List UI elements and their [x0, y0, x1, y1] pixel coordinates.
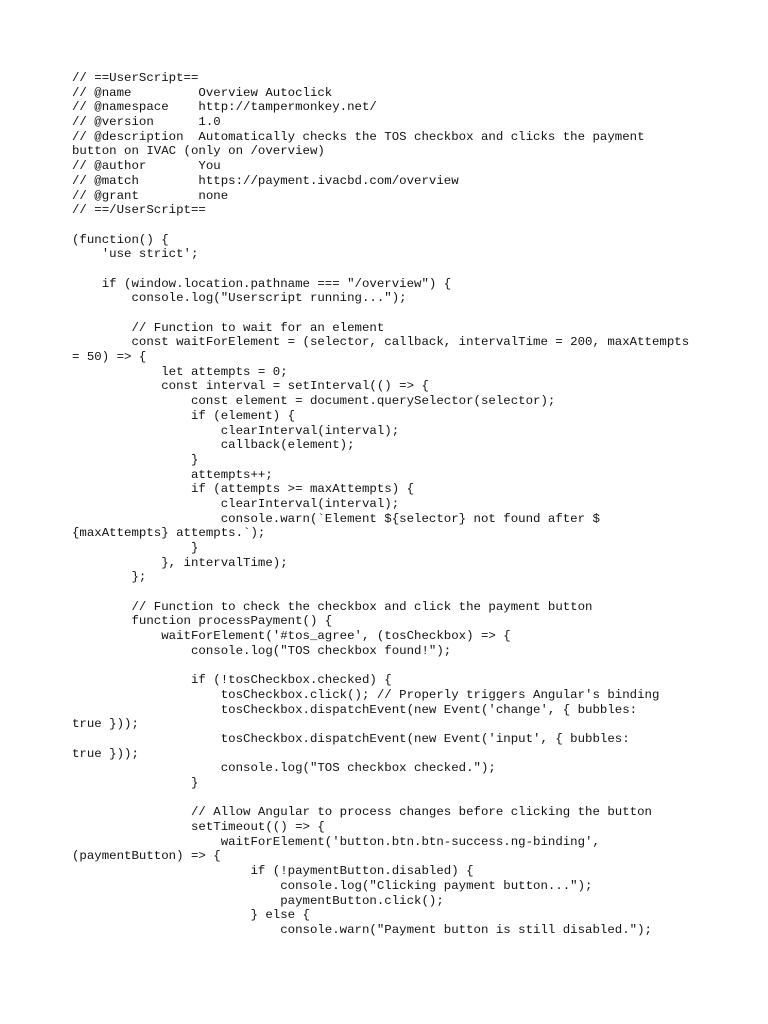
code-line: } else { — [72, 908, 310, 923]
code-line: let attempts = 0; — [72, 364, 288, 379]
code-line: if (!paymentButton.disabled) { — [72, 864, 474, 879]
code-line: waitForElement('#tos_agree', (tosCheckbox) => { — [72, 629, 511, 644]
code-line — [72, 659, 712, 674]
code-line — [72, 306, 712, 321]
code-line: console.warn("Payment button is still disabled."); — [72, 922, 652, 937]
code-line: tosCheckbox.dispatchEvent(new Event('change', { bubbles: — [72, 702, 638, 717]
code-line — [72, 791, 712, 806]
code-line: {maxAttempts} attempts.`); — [72, 526, 266, 541]
code-line: (function() { — [72, 232, 169, 247]
code-line: } — [72, 776, 199, 790]
code-line: true })); — [72, 746, 139, 761]
code-line: console.warn(`Element ${selector} not found after $ — [72, 511, 600, 526]
code-line: callback(element); — [72, 438, 355, 453]
code-line: = 50) => { — [72, 350, 147, 365]
code-line: const interval = setInterval(() => { — [72, 379, 429, 394]
code-line: tosCheckbox.dispatchEvent(new Event('input', { bubbles: — [72, 731, 630, 746]
code-line: // ==/UserScript== — [72, 203, 206, 218]
code-line: } — [72, 541, 199, 555]
code-line: if (window.location.pathname === "/overview") { — [72, 276, 452, 291]
code-line — [72, 218, 712, 233]
code-line: clearInterval(interval); — [72, 423, 400, 438]
code-line: // Function to check the checkbox and click the payment button — [72, 599, 593, 614]
code-line: // Function to wait for an element — [72, 320, 385, 335]
code-line: if (element) { — [72, 408, 296, 423]
code-line: console.log("TOS checkbox found!"); — [72, 643, 452, 658]
code-line: // @name Overview Autoclick — [72, 85, 333, 100]
code-line: // @match https://payment.ivacbd.com/overview — [72, 173, 459, 188]
code-line: } — [72, 452, 199, 467]
code-line: }; — [72, 570, 147, 585]
code-line: paymentButton.click(); — [72, 893, 444, 908]
code-line: 'use strict'; — [72, 247, 199, 262]
code-line: button on IVAC (only on /overview) — [72, 144, 325, 159]
code-line: // @namespace http://tampermonkey.net/ — [72, 100, 377, 115]
code-line: if (attempts >= maxAttempts) { — [72, 482, 415, 497]
code-line: // @version 1.0 — [72, 115, 221, 130]
code-line: console.log("Userscript running..."); — [72, 291, 407, 306]
code-line: true })); — [72, 717, 139, 732]
code-line: }, intervalTime); — [72, 555, 288, 570]
code-line: (paymentButton) => { — [72, 849, 221, 864]
code-line: if (!tosCheckbox.checked) { — [72, 673, 392, 688]
code-line: // Allow Angular to process changes before clicking the button — [72, 805, 652, 820]
code-line: // @grant none — [72, 188, 229, 203]
code-block — [72, 71, 712, 938]
code-line: // ==UserScript== — [72, 71, 199, 85]
code-line: tosCheckbox.click(); // Properly triggers Angular's binding — [72, 687, 660, 702]
code-line: // @description Automatically checks the TOS checkbox and clicks the payment — [72, 129, 645, 144]
code-line: function processPayment() { — [72, 614, 333, 629]
code-line: const waitForElement = (selector, callback, intervalTime = 200, maxAttempts — [72, 335, 690, 350]
code-line — [72, 262, 712, 277]
code-line: console.log("Clicking payment button..."); — [72, 878, 593, 893]
code-line: // @author You — [72, 159, 221, 174]
code-line: const element = document.querySelector(selector); — [72, 394, 556, 409]
code-line: attempts++; — [72, 467, 273, 482]
code-line: console.log("TOS checkbox checked."); — [72, 761, 496, 776]
code-line: clearInterval(interval); — [72, 496, 400, 511]
code-line: waitForElement('button.btn.btn-success.ng-binding', — [72, 834, 600, 849]
code-line: setTimeout(() => { — [72, 820, 325, 835]
code-line — [72, 585, 712, 600]
